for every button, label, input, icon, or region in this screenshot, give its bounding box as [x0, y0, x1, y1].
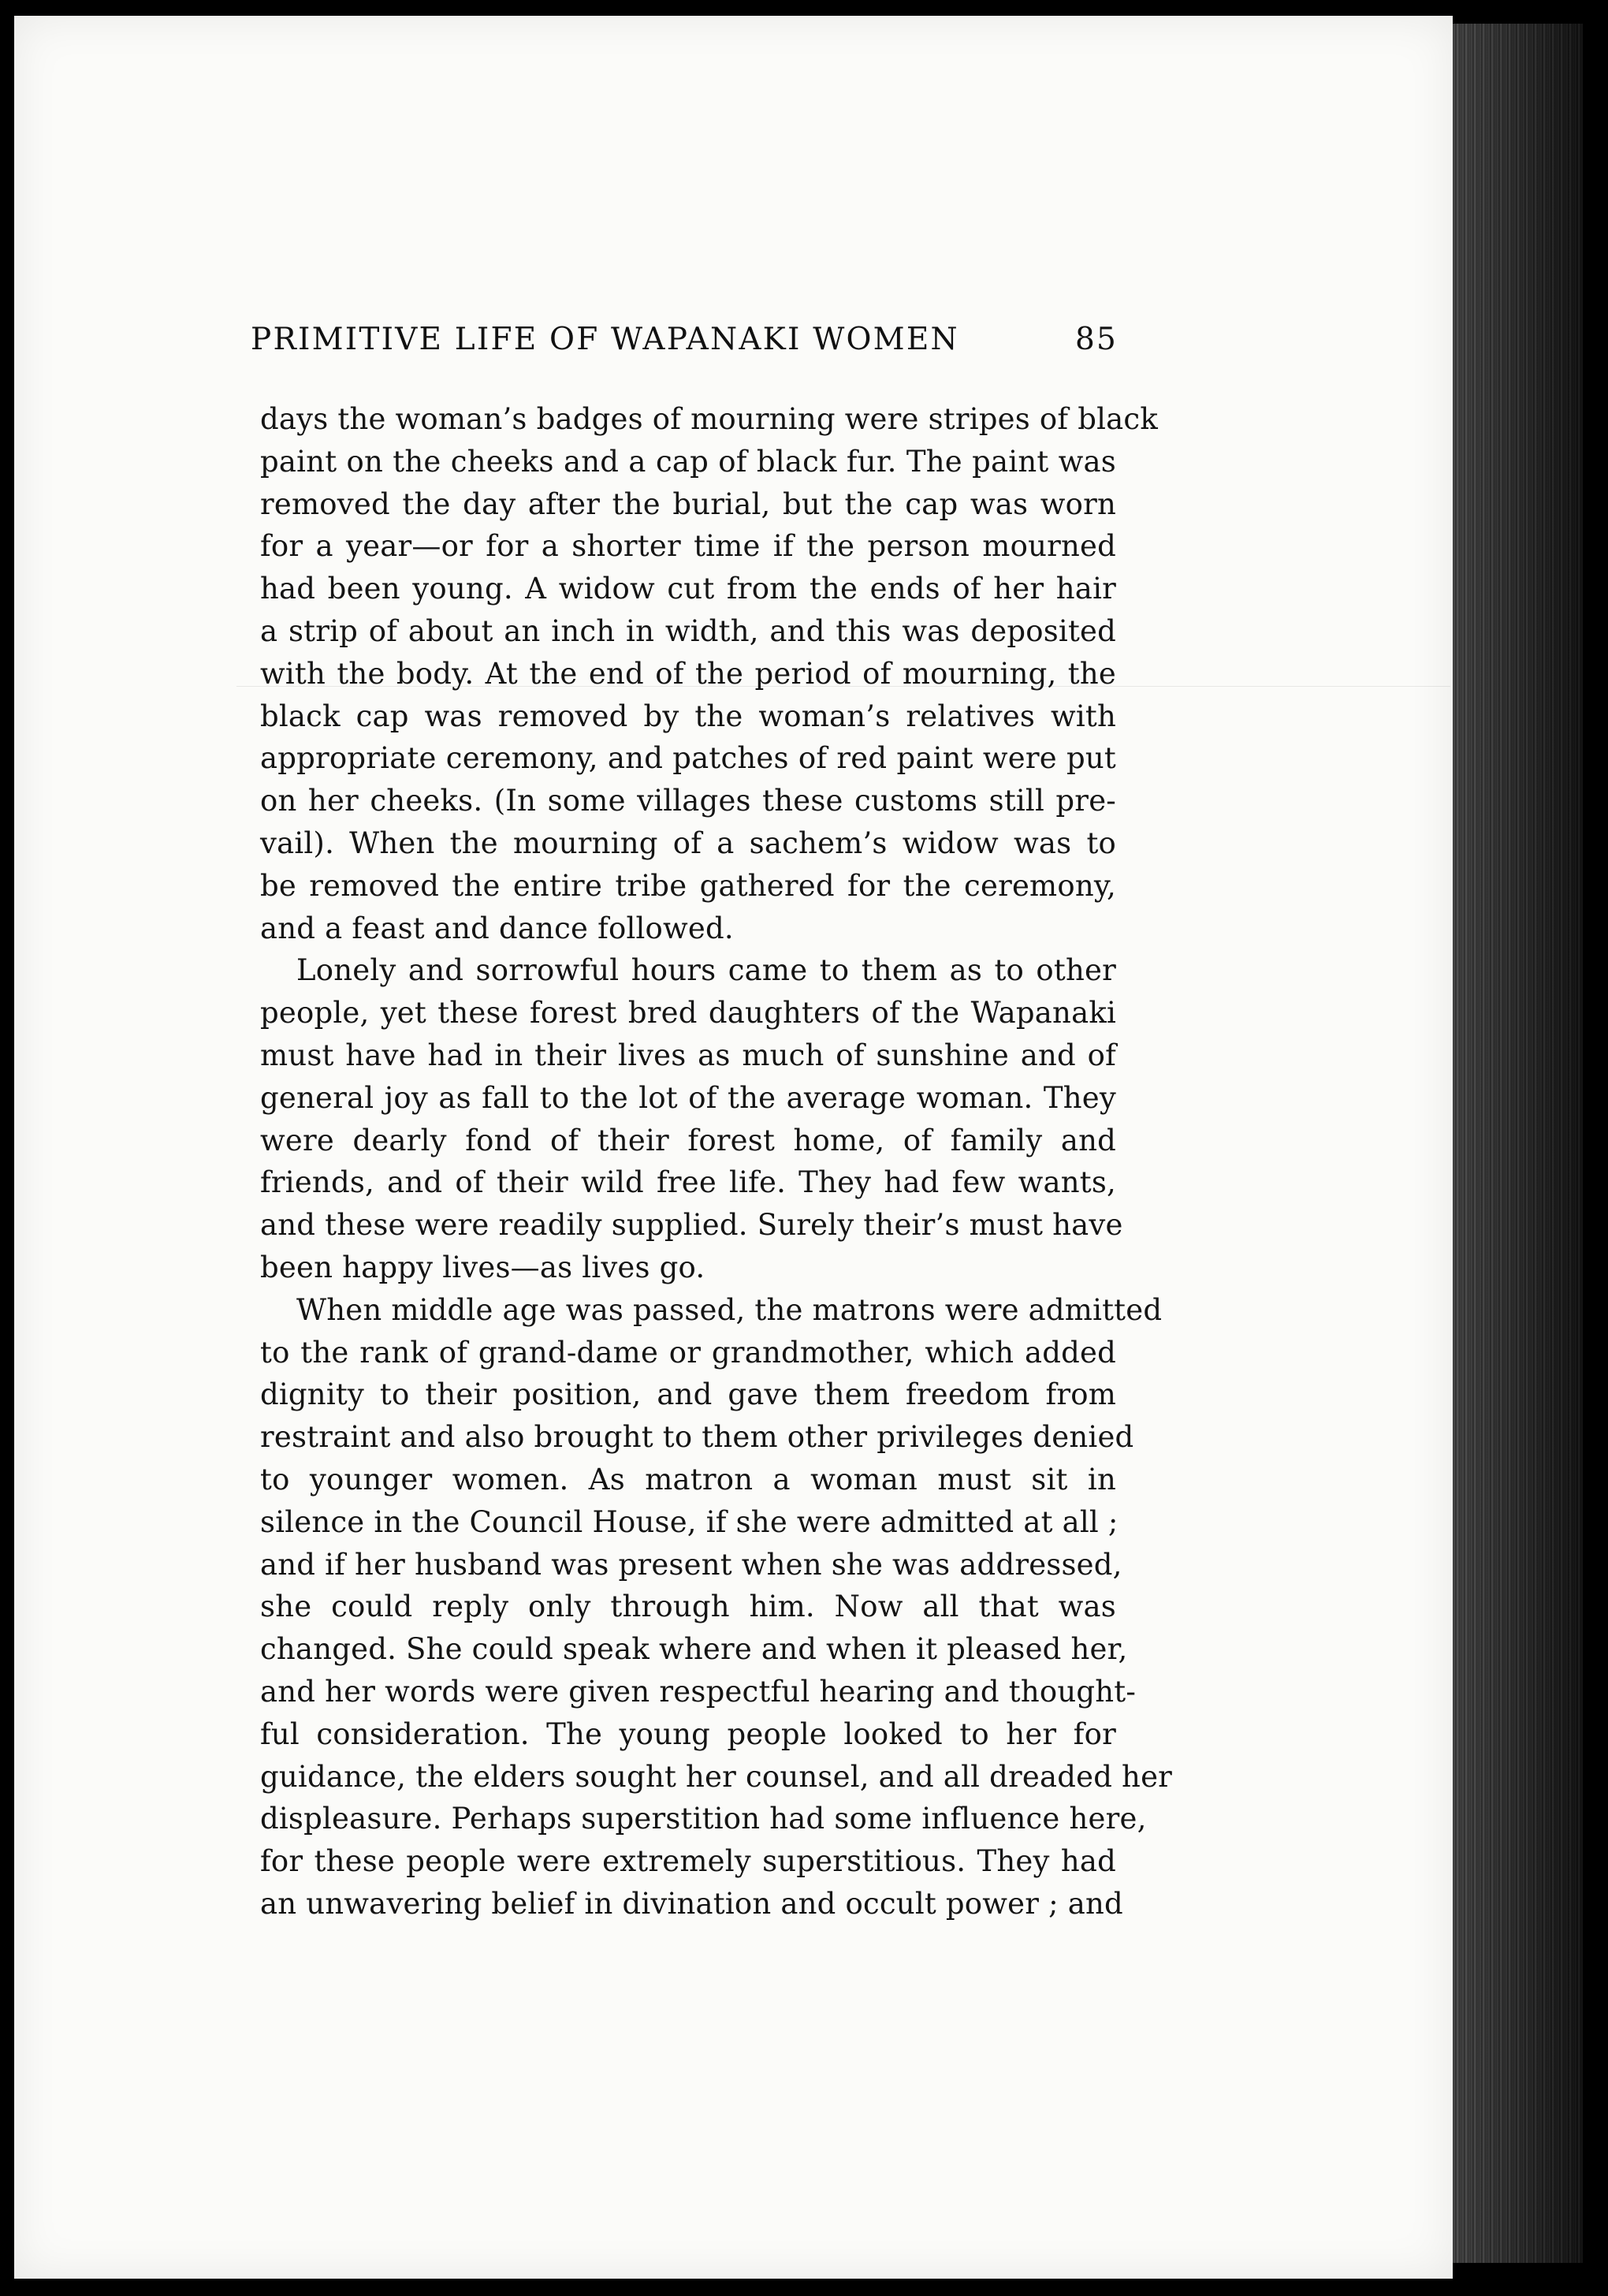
text-line: restraint and also brought to them other privileges denied — [260, 1420, 1134, 1455]
text-line: to the rank of grand-dame or grandmother, which added — [260, 1335, 1116, 1370]
running-header — [251, 322, 1118, 357]
text-line: paint on the cheeks and a cap of black fur. The paint was — [260, 444, 1116, 479]
text-line: were dearly fond of their forest home, of family and — [260, 1123, 1116, 1157]
text-line: been happy lives—as lives go. — [260, 1250, 705, 1284]
text-line: general joy as fall to the lot of the average woman. They — [260, 1080, 1116, 1115]
text-line: When middle age was passed, the matrons were admitted — [296, 1292, 1163, 1327]
text-line: had been young. A widow cut from the ends of her hair — [260, 572, 1116, 606]
text-line: for these people were extremely superstitious. They had — [260, 1844, 1116, 1879]
text-line: an unwavering belief in divination and occult power ; and — [260, 1886, 1123, 1921]
text-line: ful consideration. The young people looked to her for — [260, 1716, 1116, 1751]
text-line: vail). When the mourning of a sachem’s widow was to — [260, 826, 1116, 860]
body-text — [260, 398, 1173, 1925]
text-line: and a feast and dance followed. — [260, 911, 734, 945]
text-line: and if her husband was present when she was addressed, — [260, 1547, 1122, 1582]
text-line: with the body. At the end of the period of mourning, the — [260, 656, 1116, 691]
running-title: PRIMITIVE LIFE OF WAPANAKI WOMEN — [251, 322, 959, 357]
paragraph-3 — [260, 1289, 1173, 1925]
text-line: days the woman’s badges of mourning were stripes of black — [260, 402, 1158, 436]
text-line: removed the day after the burial, but the cap was worn — [260, 486, 1116, 521]
text-line: friends, and of their wild free life. They had few wants, — [260, 1165, 1116, 1200]
text-line: and her words were given respectful hearing and thought- — [260, 1674, 1137, 1709]
text-line: guidance, the elders sought her counsel, and all dreaded her — [260, 1759, 1173, 1794]
text-line: and these were readily supplied. Surely their’s must have — [260, 1208, 1123, 1243]
text-line: Lonely and sorrowful hours came to them as to other — [296, 953, 1116, 988]
page-number: 85 — [1074, 322, 1118, 357]
text-line: silence in the Council House, if she were admitted at all ; — [260, 1504, 1119, 1539]
paragraph-1 — [260, 398, 1158, 949]
text-line: a strip of about an inch in width, and this was deposited — [260, 613, 1116, 648]
text-line: displeasure. Perhaps superstition had some influence here, — [260, 1802, 1147, 1836]
text-line: she could reply only through him. Now all that was — [260, 1590, 1116, 1624]
text-line: to younger women. As matron a woman must sit in — [260, 1462, 1116, 1496]
paragraph-2 — [260, 949, 1123, 1288]
text-line: be removed the entire tribe gathered for the ceremony, — [260, 868, 1116, 903]
text-line: for a year—or for a shorter time if the person mourned — [260, 529, 1116, 564]
text-line: must have had in their lives as much of sunshine and of — [260, 1038, 1116, 1072]
text-line: on her cheeks. (In some villages these customs still pre- — [260, 784, 1116, 818]
text-line: appropriate ceremony, and patches of red paint were put — [260, 741, 1116, 776]
text-line: black cap was removed by the woman’s relatives with — [260, 699, 1116, 733]
text-line: changed. She could speak where and when it pleased her, — [260, 1632, 1128, 1667]
text-line: people, yet these forest bred daughters of the Wapanaki — [260, 996, 1116, 1031]
page-stack-edge — [1453, 24, 1583, 2263]
text-line: dignity to their position, and gave them freedom from — [260, 1377, 1116, 1412]
